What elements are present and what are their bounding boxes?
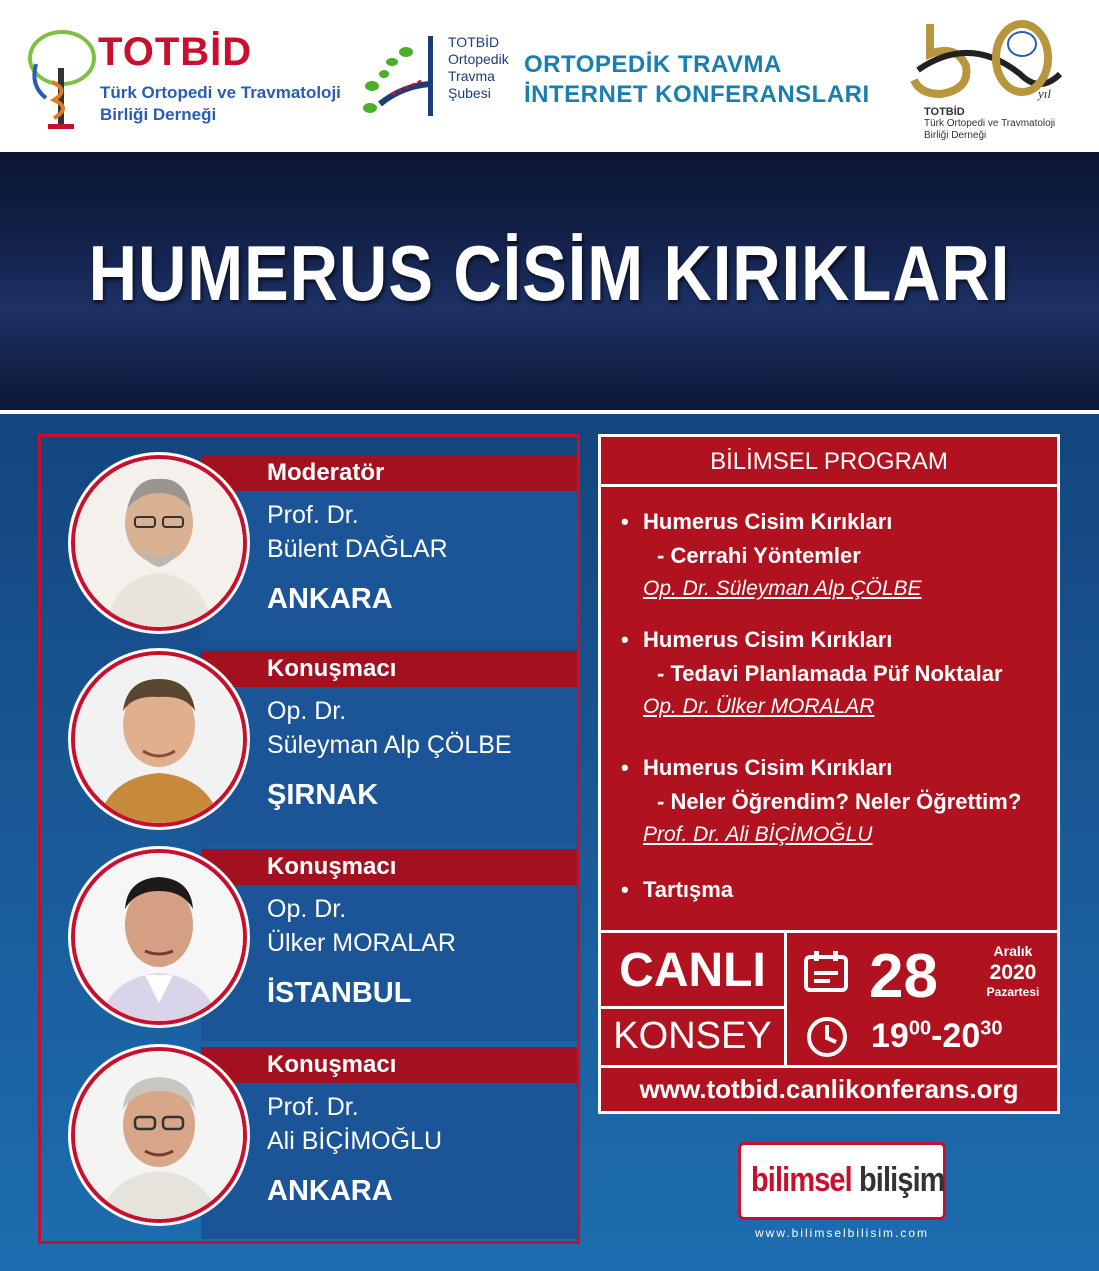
program-speaker: Op. Dr. Süleyman Alp ÇÖLBE	[643, 577, 922, 600]
anniversary-subtitle: Türk Ortopedi ve Travmatoloji Birliği Derneği	[924, 118, 1056, 141]
speaker-info	[201, 491, 577, 647]
speaker-role: Moderatör	[201, 455, 577, 491]
program-subtopic: - Cerrahi Yöntemler	[657, 543, 861, 568]
speaker-title: Prof. Dr.	[267, 501, 359, 529]
page-title: HUMERUS CİSİM KIRIKLARI	[88, 229, 1011, 317]
speaker-card	[41, 1047, 577, 1243]
event-weekday: Pazartesi	[986, 985, 1040, 999]
fifty-year-logo[interactable]	[910, 14, 1080, 144]
program-topic: Tartışma	[643, 877, 734, 902]
speaker-title: Op. Dr.	[267, 697, 347, 725]
council-label: KONSEY	[601, 1009, 787, 1065]
speaker-card	[41, 455, 577, 651]
anniversary-brand: TOTBİD	[924, 106, 965, 118]
header	[0, 0, 1099, 152]
speaker-city: İSTANBUL	[267, 977, 412, 1009]
program-heading: BİLİMSEL PROGRAM	[601, 437, 1057, 487]
main-content	[0, 414, 1099, 1271]
bullet: •	[621, 755, 629, 780]
sube-label: TOTBİD Ortopedik Travma Şubesi	[448, 34, 509, 101]
event-month: Aralık	[993, 943, 1033, 959]
program-topic: Humerus Cisim Kırıkları	[643, 755, 893, 780]
event-day: 28	[869, 942, 938, 1011]
speaker-info	[201, 687, 577, 843]
totbid-brand: TOTBİD	[98, 30, 253, 74]
speaker-info	[201, 885, 577, 1041]
program-subtopic: - Tedavi Planlamada Püf Noktalar	[657, 661, 1003, 686]
conference-series-title: ORTOPEDİK TRAVMA İNTERNET KONFERANSLARI	[524, 51, 870, 108]
speaker-title: Op. Dr.	[267, 895, 347, 923]
speaker-role: Konuşmacı	[201, 1047, 577, 1083]
program-speaker: Op. Dr. Ülker MORALAR	[643, 695, 875, 718]
travma-subesi-logo[interactable]	[362, 34, 882, 124]
speaker-name: Süleyman Alp ÇÖLBE	[267, 731, 512, 759]
speaker-card	[41, 849, 577, 1045]
live-info	[598, 930, 1060, 1068]
live-label: CANLI	[601, 933, 787, 1009]
fifty-emblem-icon	[910, 14, 1080, 106]
event-time: $19^{00}-20^{30}$	[871, 1017, 1003, 1055]
conference-url-link[interactable]: www.totbid.canlikonferans.org	[598, 1068, 1060, 1114]
clock-icon	[805, 1015, 849, 1059]
speaker-photo	[71, 1047, 247, 1223]
svg-text:yıl: yıl	[1038, 86, 1051, 101]
bullet: •	[621, 627, 629, 652]
bilimsel-bilisim-logo[interactable]	[738, 1142, 946, 1220]
speaker-title: Prof. Dr.	[267, 1093, 359, 1121]
speaker-card	[41, 651, 577, 847]
sponsor-url-link[interactable]: www.bilimselbilisim.com	[754, 1226, 929, 1240]
program-topic: Humerus Cisim Kırıkları	[643, 627, 893, 652]
title-banner	[0, 152, 1099, 410]
speaker-name: Ülker MORALAR	[267, 929, 456, 957]
speaker-name: Ali BİÇİMOĞLU	[267, 1127, 443, 1155]
speakers-panel	[38, 434, 580, 1244]
program-topic: Humerus Cisim Kırıkları	[643, 509, 893, 534]
speaker-city: ANKARA	[267, 1175, 393, 1207]
speaker-info	[201, 1083, 577, 1239]
sponsor-wordmark: bilimsel bilişim	[751, 1161, 945, 1199]
portrait-icon	[75, 655, 243, 823]
totbid-logo[interactable]	[26, 24, 356, 134]
branch-tree-icon	[362, 34, 446, 124]
speaker-role: Konuşmacı	[201, 651, 577, 687]
calendar-icon	[803, 949, 849, 993]
scientific-program	[598, 434, 1060, 944]
portrait-icon	[75, 1051, 243, 1219]
program-speaker: Prof. Dr. Ali BİÇİMOĞLU	[643, 823, 873, 846]
bullet: •	[621, 509, 629, 534]
speaker-name: Bülent DAĞLAR	[267, 535, 448, 563]
portrait-icon	[75, 459, 243, 627]
tree-icon	[26, 24, 96, 134]
speaker-city: ŞIRNAK	[267, 779, 379, 811]
totbid-subtitle: Türk Ortopedi ve Travmatoloji Birliği Derneği	[100, 83, 341, 124]
speaker-city: ANKARA	[267, 583, 393, 615]
portrait-icon	[75, 853, 243, 1021]
speaker-photo	[71, 651, 247, 827]
bullet: •	[621, 877, 629, 902]
program-subtopic: - Neler Öğrendim? Neler Öğrettim?	[657, 789, 1022, 814]
event-year: 2020	[989, 961, 1037, 984]
speaker-photo	[71, 455, 247, 631]
speaker-role: Konuşmacı	[201, 849, 577, 885]
speaker-photo	[71, 849, 247, 1025]
